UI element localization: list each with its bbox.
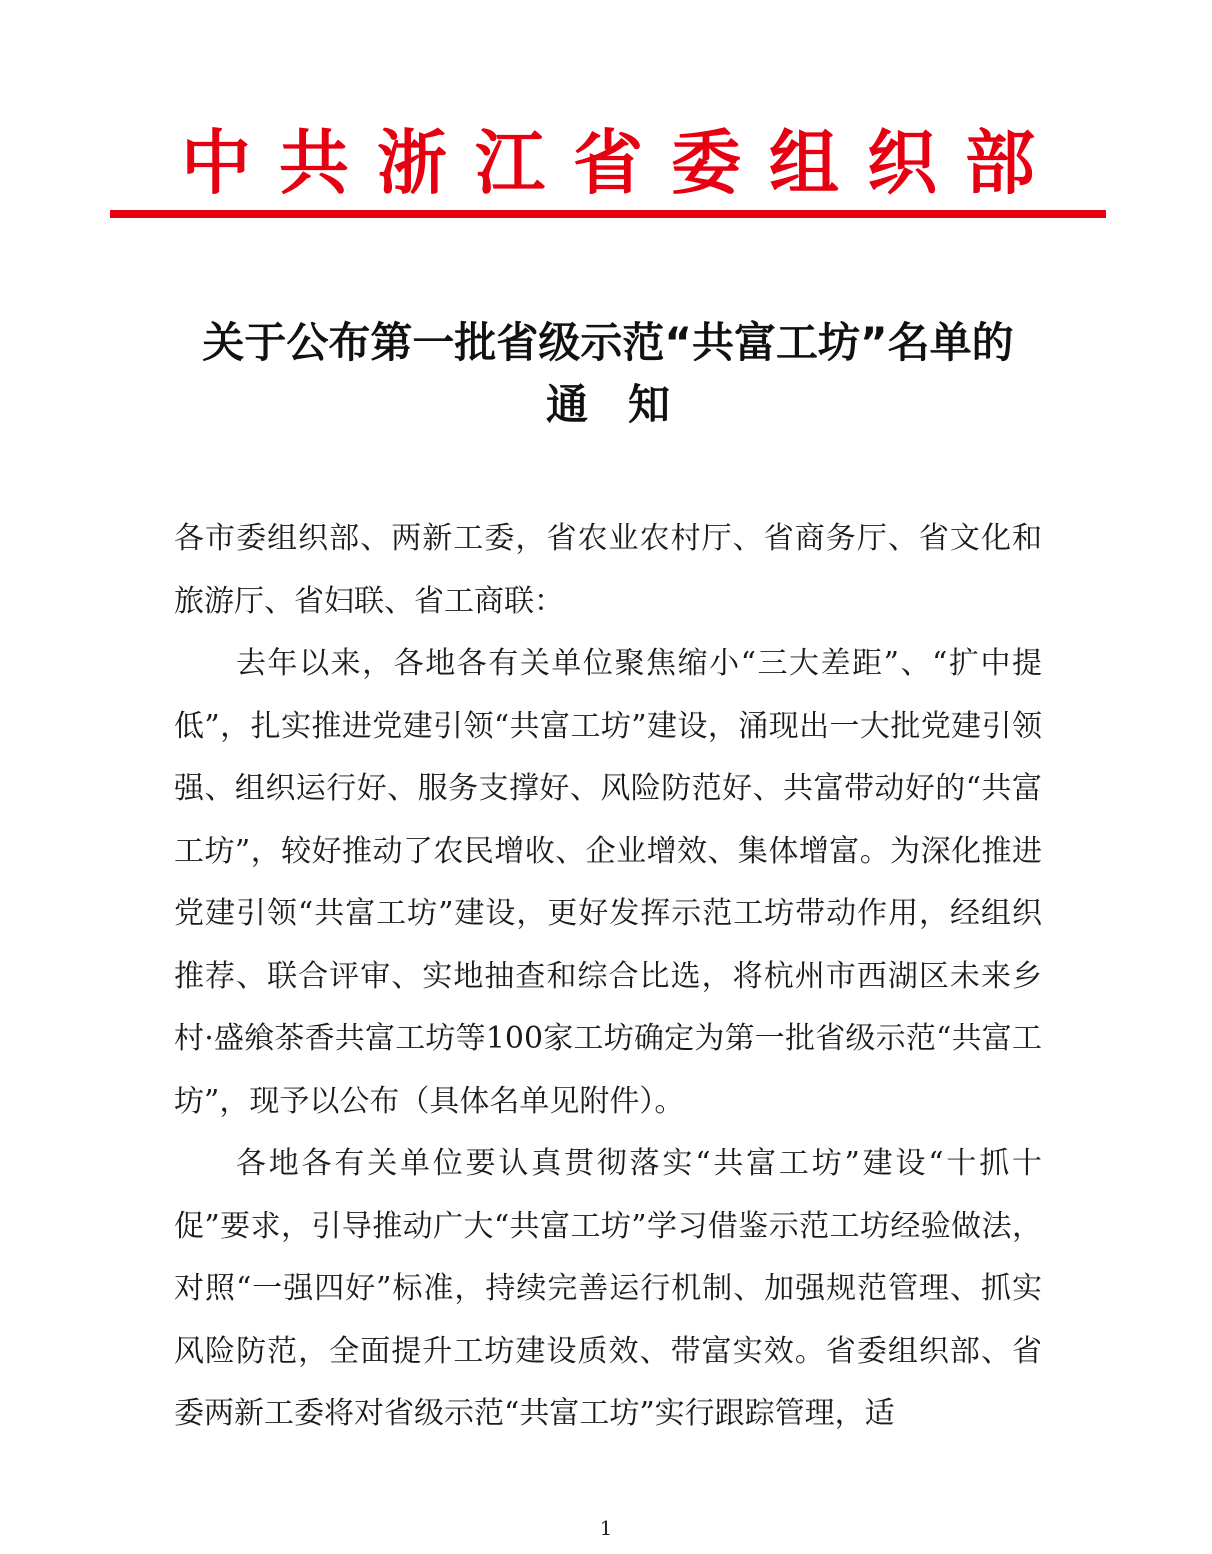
red-header-rule xyxy=(110,210,1106,218)
body-paragraph-2: 各地各有关单位要认真贯彻落实“共富工坊”建设“十抓十促”要求，引导推动广大“共富工坊”学习借鉴示范工坊经验做法，对照“一强四好”标准，持续完善运行机制、加强规范管理、抓实风险防范，全面提升工坊建设质效、带富实效。省委组织部、省委两新工委将对省级示范“共富工坊”实行跟踪管理，适 xyxy=(174,1146,1042,1431)
notice-body xyxy=(174,508,1042,1446)
issuing-organization: 中共浙江省委组织部 xyxy=(181,122,1063,204)
notice-title-line-2: 通知 xyxy=(545,380,710,429)
recipients-paragraph: 各市委组织部、两新工委，省农业农村厅、省商务厅、省文化和旅游厅、省妇联、省工商联： xyxy=(174,521,1042,619)
page-number: 1 xyxy=(599,1516,613,1540)
notice-title xyxy=(150,312,1066,436)
notice-title-line-1: 关于公布第一批省级示范“共富工坊”名单的 xyxy=(202,318,1014,367)
body-paragraph-1: 去年以来，各地各有关单位聚焦缩小“三大差距”、“扩中提低”，扎实推进党建引领“共富工坊”建设，涌现出一大批党建引领强、组织运行好、服务支撑好、风险防范好、共富带动好的“共富工坊”，较好推动了农民增收、企业增效、集体增富。为深化推进党建引领“共富工坊”建设，更好发挥示范工坊带动作用，经组织推荐、联合评审、实地抽查和综合比选，将杭州市西湖区未来乡村·盛飨茶香共富工坊等100家工坊确定为第一批省级示范“共富工坊”，现予以公布（具体名单见附件）。 xyxy=(174,646,1042,1119)
